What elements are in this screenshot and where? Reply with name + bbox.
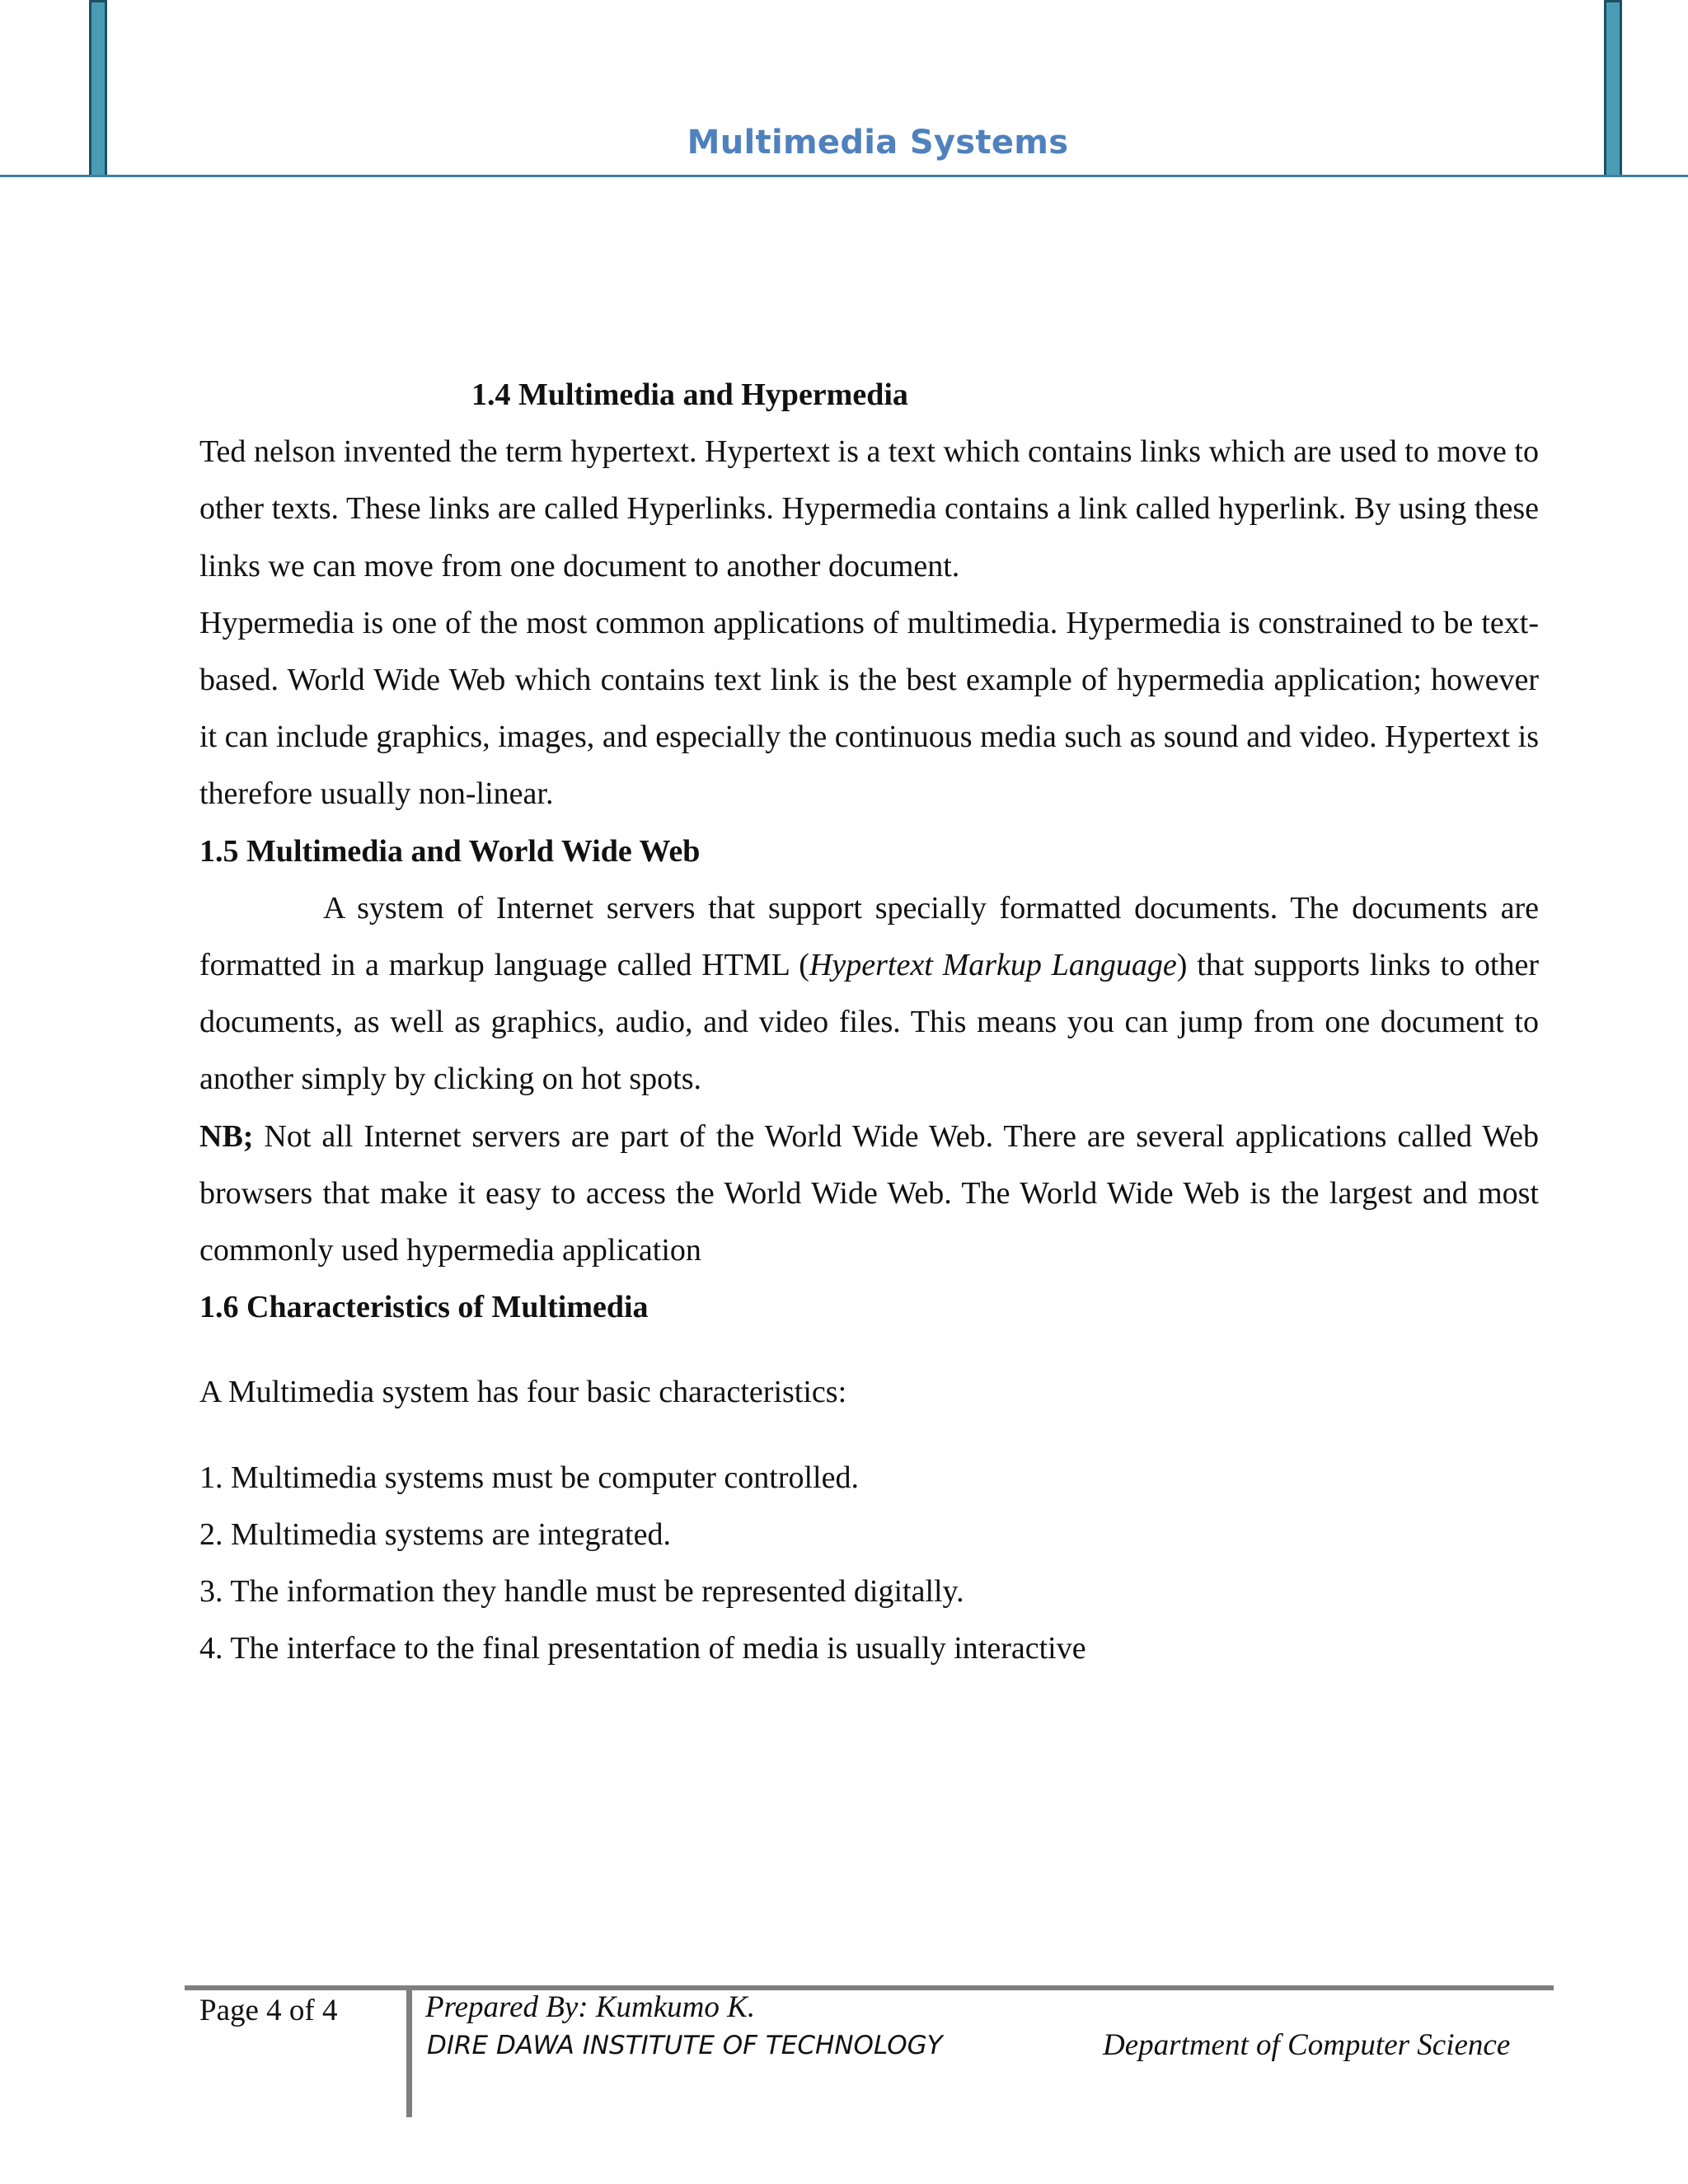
paragraph-www <box>199 880 1539 1108</box>
page-content <box>199 367 1539 1677</box>
paragraph-nb <box>199 1108 1539 1280</box>
footer-rule <box>185 1985 1554 1990</box>
paragraph-www-text-end: ) that supports links to other documents, as well as graphics, audio, and video files. This means you can jump from one document to another simply by clicking on hot spots. <box>199 948 1540 1097</box>
footer-prepared-by: Prepared By: Kumkumo K. <box>425 1990 756 2024</box>
section-heading-1-6: 1.6 Characteristics of Multimedia <box>199 1290 649 1325</box>
list-item: 4. The interface to the final presentation of media is usually interactive <box>199 1631 1086 1666</box>
section-heading-1-4: 1.4 Multimedia and Hypermedia <box>471 377 908 412</box>
paragraph-hypermedia: Hypermedia is one of the most common applications of multimedia. Hypermedia is constrained to be text-based. World Wide Web which contains text link is the best example of hypermedia application; however it can include graphics, images, and especially the continuous media such as sound and video. Hypertext is therefore usually non-linear. <box>199 605 1539 812</box>
footer-institute: DIRE DAWA INSTITUTE OF TECHNOLOGY <box>427 2031 943 2060</box>
list-item: 3. The information they handle must be represented digitally. <box>199 1574 964 1610</box>
paragraph-www-html-expansion: Hypertext Markup Language <box>809 948 1177 983</box>
header-title: Multimedia Systems <box>687 124 1069 162</box>
list-item: 2. Multimedia systems are integrated. <box>199 1516 671 1552</box>
nb-text: Not all Internet servers are part of the World Wide Web. There are several applications called Web browsers that make it easy to access the World Wide Web. The World Wide Web is the largest and most commonly used hypermedia application <box>199 1118 1539 1268</box>
section-heading-1-5: 1.5 Multimedia and World Wide Web <box>199 833 701 869</box>
page-number: Page 4 of 4 <box>199 1994 338 2027</box>
characteristics-intro: A Multimedia system has four basic characteristics: <box>199 1375 847 1410</box>
list-item: 1. Multimedia systems must be computer controlled. <box>199 1460 859 1495</box>
paragraph-www-text-start: A system of Internet servers that support specially formatted documents. The documents are formatted in a markup language called HTML ( <box>199 890 1539 983</box>
footer-divider <box>406 1985 412 2117</box>
paragraph-hypertext: Ted nelson invented the term hypertext. Hypertext is a text which contains links which are used to move to other texts. These links are called Hyperlinks. Hypermedia contains a link called hyperlink. By using these links we can move from one document to another document. <box>199 434 1539 583</box>
nb-label: NB; <box>199 1118 254 1154</box>
characteristics-list <box>199 1450 1539 1678</box>
footer-department: Department of Computer Science <box>1103 2028 1511 2062</box>
header-rule <box>0 175 1688 177</box>
